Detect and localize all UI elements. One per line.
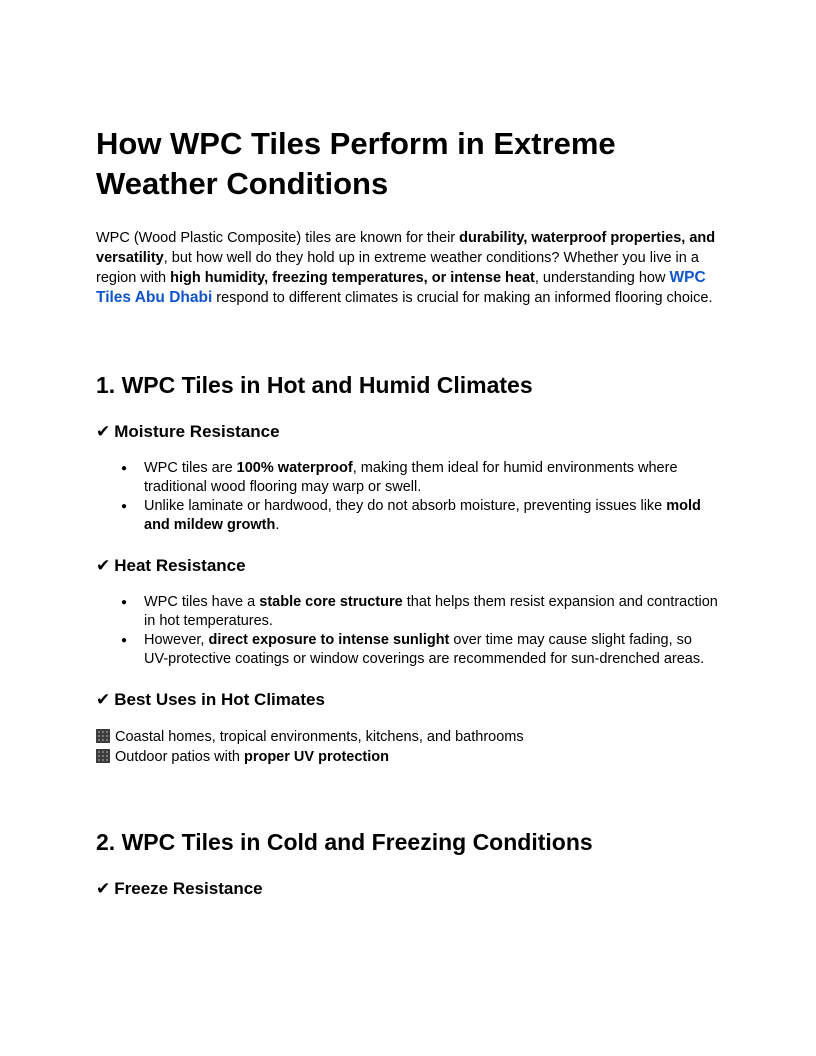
checkmark-icon: ✔ <box>96 879 111 898</box>
intro-bold: high humidity, freezing temperatures, or intense heat <box>170 270 535 286</box>
checkmark-icon: ✔ <box>96 422 111 441</box>
checkmark-icon: ✔ <box>96 690 111 709</box>
moisture-heading <box>96 421 720 443</box>
square-bullet-icon <box>96 729 110 743</box>
subheading-text: Heat Resistance <box>114 556 246 575</box>
heat-list <box>96 593 720 669</box>
subheading-text: Best Uses in Hot Climates <box>114 690 325 709</box>
section2-heading: 2. WPC Tiles in Cold and Freezing Conditions <box>96 829 593 855</box>
square-bullet-icon <box>96 749 110 763</box>
list-item: ● Unlike laminate or hardwood, they do not absorb moisture, preventing issues like mold and mildew growth. <box>144 497 720 535</box>
freeze-heading <box>96 878 720 900</box>
best-uses-lines <box>96 727 720 767</box>
list-item: ● WPC tiles are 100% waterproof, making them ideal for humid environments where traditional wood flooring may warp or swell. <box>144 459 720 497</box>
checkmark-icon: ✔ <box>96 556 111 575</box>
moisture-list <box>96 459 720 535</box>
subheading-text: Freeze Resistance <box>114 879 263 898</box>
page-title: How WPC Tiles Perform in Extreme Weather Conditions <box>96 126 616 201</box>
best-uses-heading <box>96 689 720 711</box>
use-line: Coastal homes, tropical environments, kitchens, and bathrooms <box>96 727 720 747</box>
use-line: Outdoor patios with proper UV protection <box>96 747 720 767</box>
intro-paragraph <box>96 228 720 308</box>
wpc-tiles-link[interactable]: WPC Tiles Abu Dhabi <box>96 269 706 306</box>
intro-text: , but how well do they hold up in extreme weather conditions? Whether you live in a region with <box>96 250 699 286</box>
intro-text: WPC (Wood Plastic Composite) tiles are known for their <box>96 230 460 246</box>
intro-text: , understanding how <box>534 270 670 286</box>
document-page <box>96 124 720 900</box>
section1-heading: 1. WPC Tiles in Hot and Humid Climates <box>96 372 533 398</box>
intro-text: respond to different climates is crucial for making an informed flooring choice. <box>212 290 713 306</box>
subheading-text: Moisture Resistance <box>114 422 280 441</box>
list-item: ● However, direct exposure to intense sunlight over time may cause slight fading, so UV-protective coatings or window coverings are recommended for sun-drenched areas. <box>144 631 720 669</box>
list-item: ● WPC tiles have a stable core structure that helps them resist expansion and contraction in hot temperatures. <box>144 593 720 631</box>
heat-heading <box>96 555 720 577</box>
intro-bold: durability, waterproof properties, and versatility <box>96 230 716 266</box>
